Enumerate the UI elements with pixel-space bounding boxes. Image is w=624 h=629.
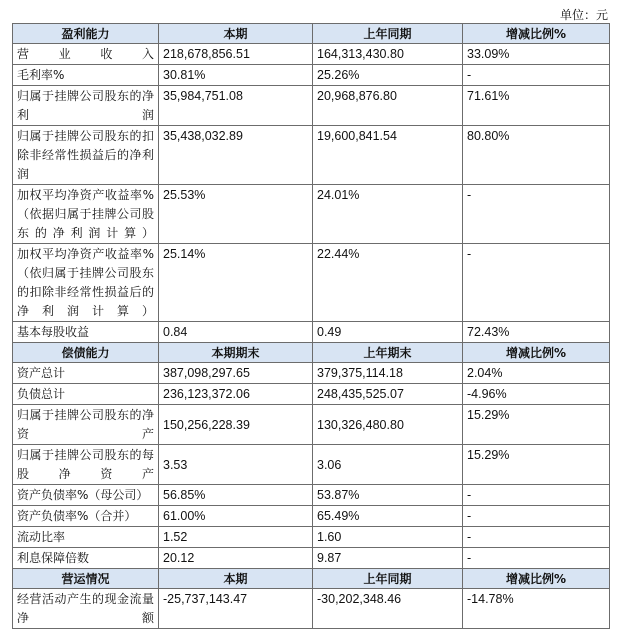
table-row: [13, 126, 610, 185]
prior-value: 379,375,114.18: [313, 363, 463, 384]
current-value: 35,438,032.89: [159, 126, 313, 185]
change-ratio: 33.09%: [463, 44, 610, 65]
section-header-solvency: [13, 343, 610, 363]
change-ratio: 15.29%: [463, 405, 610, 445]
change-ratio: -: [463, 548, 610, 569]
table-row: [13, 384, 610, 405]
row-label: 基本每股收益: [13, 322, 159, 343]
current-value: 3.53: [159, 445, 313, 485]
change-ratio: -: [463, 185, 610, 244]
row-label: 归属于挂牌公司股东的净利润: [13, 86, 159, 126]
unit-label: 单位：元: [559, 8, 608, 22]
header-cell: 增减比例%: [463, 24, 610, 44]
row-label: 营业收入: [13, 44, 159, 65]
change-ratio: 80.80%: [463, 126, 610, 185]
row-label: 毛利率%: [13, 65, 159, 86]
change-ratio: -: [463, 527, 610, 548]
current-value: 387,098,297.65: [159, 363, 313, 384]
table-row: [13, 589, 610, 629]
current-value: 61.00%: [159, 506, 313, 527]
change-ratio: -4.96%: [463, 384, 610, 405]
header-cell: 营运情况: [13, 569, 159, 589]
section-header-profitability: [13, 24, 610, 44]
current-value: 20.12: [159, 548, 313, 569]
current-value: 0.84: [159, 322, 313, 343]
current-value: 35,984,751.08: [159, 86, 313, 126]
current-value: 150,256,228.39: [159, 405, 313, 445]
prior-value: 25.26%: [313, 65, 463, 86]
row-label: 加权平均净资产收益率%（依据归属于挂牌公司股东的净利润计算）: [13, 185, 159, 244]
header-cell: 盈利能力: [13, 24, 159, 44]
table-row: [13, 322, 610, 343]
prior-value: 24.01%: [313, 185, 463, 244]
current-value: 25.14%: [159, 244, 313, 322]
table-row: [13, 527, 610, 548]
row-label: 归属于挂牌公司股东的扣除非经常性损益后的净利润: [13, 126, 159, 185]
table-row: [13, 405, 610, 445]
change-ratio: -: [463, 65, 610, 86]
prior-value: 3.06: [313, 445, 463, 485]
row-label: 加权平均净资产收益率%（依归属于挂牌公司股东的扣除非经常性损益后的净利润计算）: [13, 244, 159, 322]
header-cell: 增减比例%: [463, 343, 610, 363]
row-label: 资产总计: [13, 363, 159, 384]
row-label: 负债总计: [13, 384, 159, 405]
row-label: 利息保障倍数: [13, 548, 159, 569]
financial-indicators-table: [12, 23, 610, 629]
change-ratio: -: [463, 244, 610, 322]
header-cell: 本期: [159, 24, 313, 44]
change-ratio: 71.61%: [463, 86, 610, 126]
table-row: [13, 445, 610, 485]
row-label: 资产负债率%（合并）: [13, 506, 159, 527]
row-label: 流动比率: [13, 527, 159, 548]
table-row: [13, 65, 610, 86]
change-ratio: 2.04%: [463, 363, 610, 384]
table-row: [13, 363, 610, 384]
header-cell: 上年期末: [313, 343, 463, 363]
current-value: 1.52: [159, 527, 313, 548]
current-value: -25,737,143.47: [159, 589, 313, 629]
table-row: [13, 185, 610, 244]
prior-value: 9.87: [313, 548, 463, 569]
table-row: [13, 44, 610, 65]
prior-value: 248,435,525.07: [313, 384, 463, 405]
current-value: 236,123,372.06: [159, 384, 313, 405]
prior-value: -30,202,348.46: [313, 589, 463, 629]
table-row: [13, 86, 610, 126]
header-cell: 本期: [159, 569, 313, 589]
header-cell: 增减比例%: [463, 569, 610, 589]
header-cell: 上年同期: [313, 24, 463, 44]
prior-value: 22.44%: [313, 244, 463, 322]
current-value: 218,678,856.51: [159, 44, 313, 65]
prior-value: 53.87%: [313, 485, 463, 506]
row-label: 经营活动产生的现金流量净额: [13, 589, 159, 629]
current-value: 56.85%: [159, 485, 313, 506]
current-value: 30.81%: [159, 65, 313, 86]
row-label: 归属于挂牌公司股东的每股净资产: [13, 445, 159, 485]
change-ratio: 72.43%: [463, 322, 610, 343]
change-ratio: -: [463, 485, 610, 506]
table-row: [13, 244, 610, 322]
row-label: 归属于挂牌公司股东的净资产: [13, 405, 159, 445]
prior-value: 65.49%: [313, 506, 463, 527]
header-cell: 上年同期: [313, 569, 463, 589]
change-ratio: -: [463, 506, 610, 527]
prior-value: 20,968,876.80: [313, 86, 463, 126]
header-cell: 本期期末: [159, 343, 313, 363]
prior-value: 130,326,480.80: [313, 405, 463, 445]
current-value: 25.53%: [159, 185, 313, 244]
section-header-operations: [13, 569, 610, 589]
table-row: [13, 548, 610, 569]
table-row: [13, 485, 610, 506]
change-ratio: 15.29%: [463, 445, 610, 485]
table-row: [13, 506, 610, 527]
prior-value: 164,313,430.80: [313, 44, 463, 65]
prior-value: 0.49: [313, 322, 463, 343]
row-label: 资产负债率%（母公司）: [13, 485, 159, 506]
header-cell: 偿债能力: [13, 343, 159, 363]
change-ratio: -14.78%: [463, 589, 610, 629]
prior-value: 1.60: [313, 527, 463, 548]
prior-value: 19,600,841.54: [313, 126, 463, 185]
